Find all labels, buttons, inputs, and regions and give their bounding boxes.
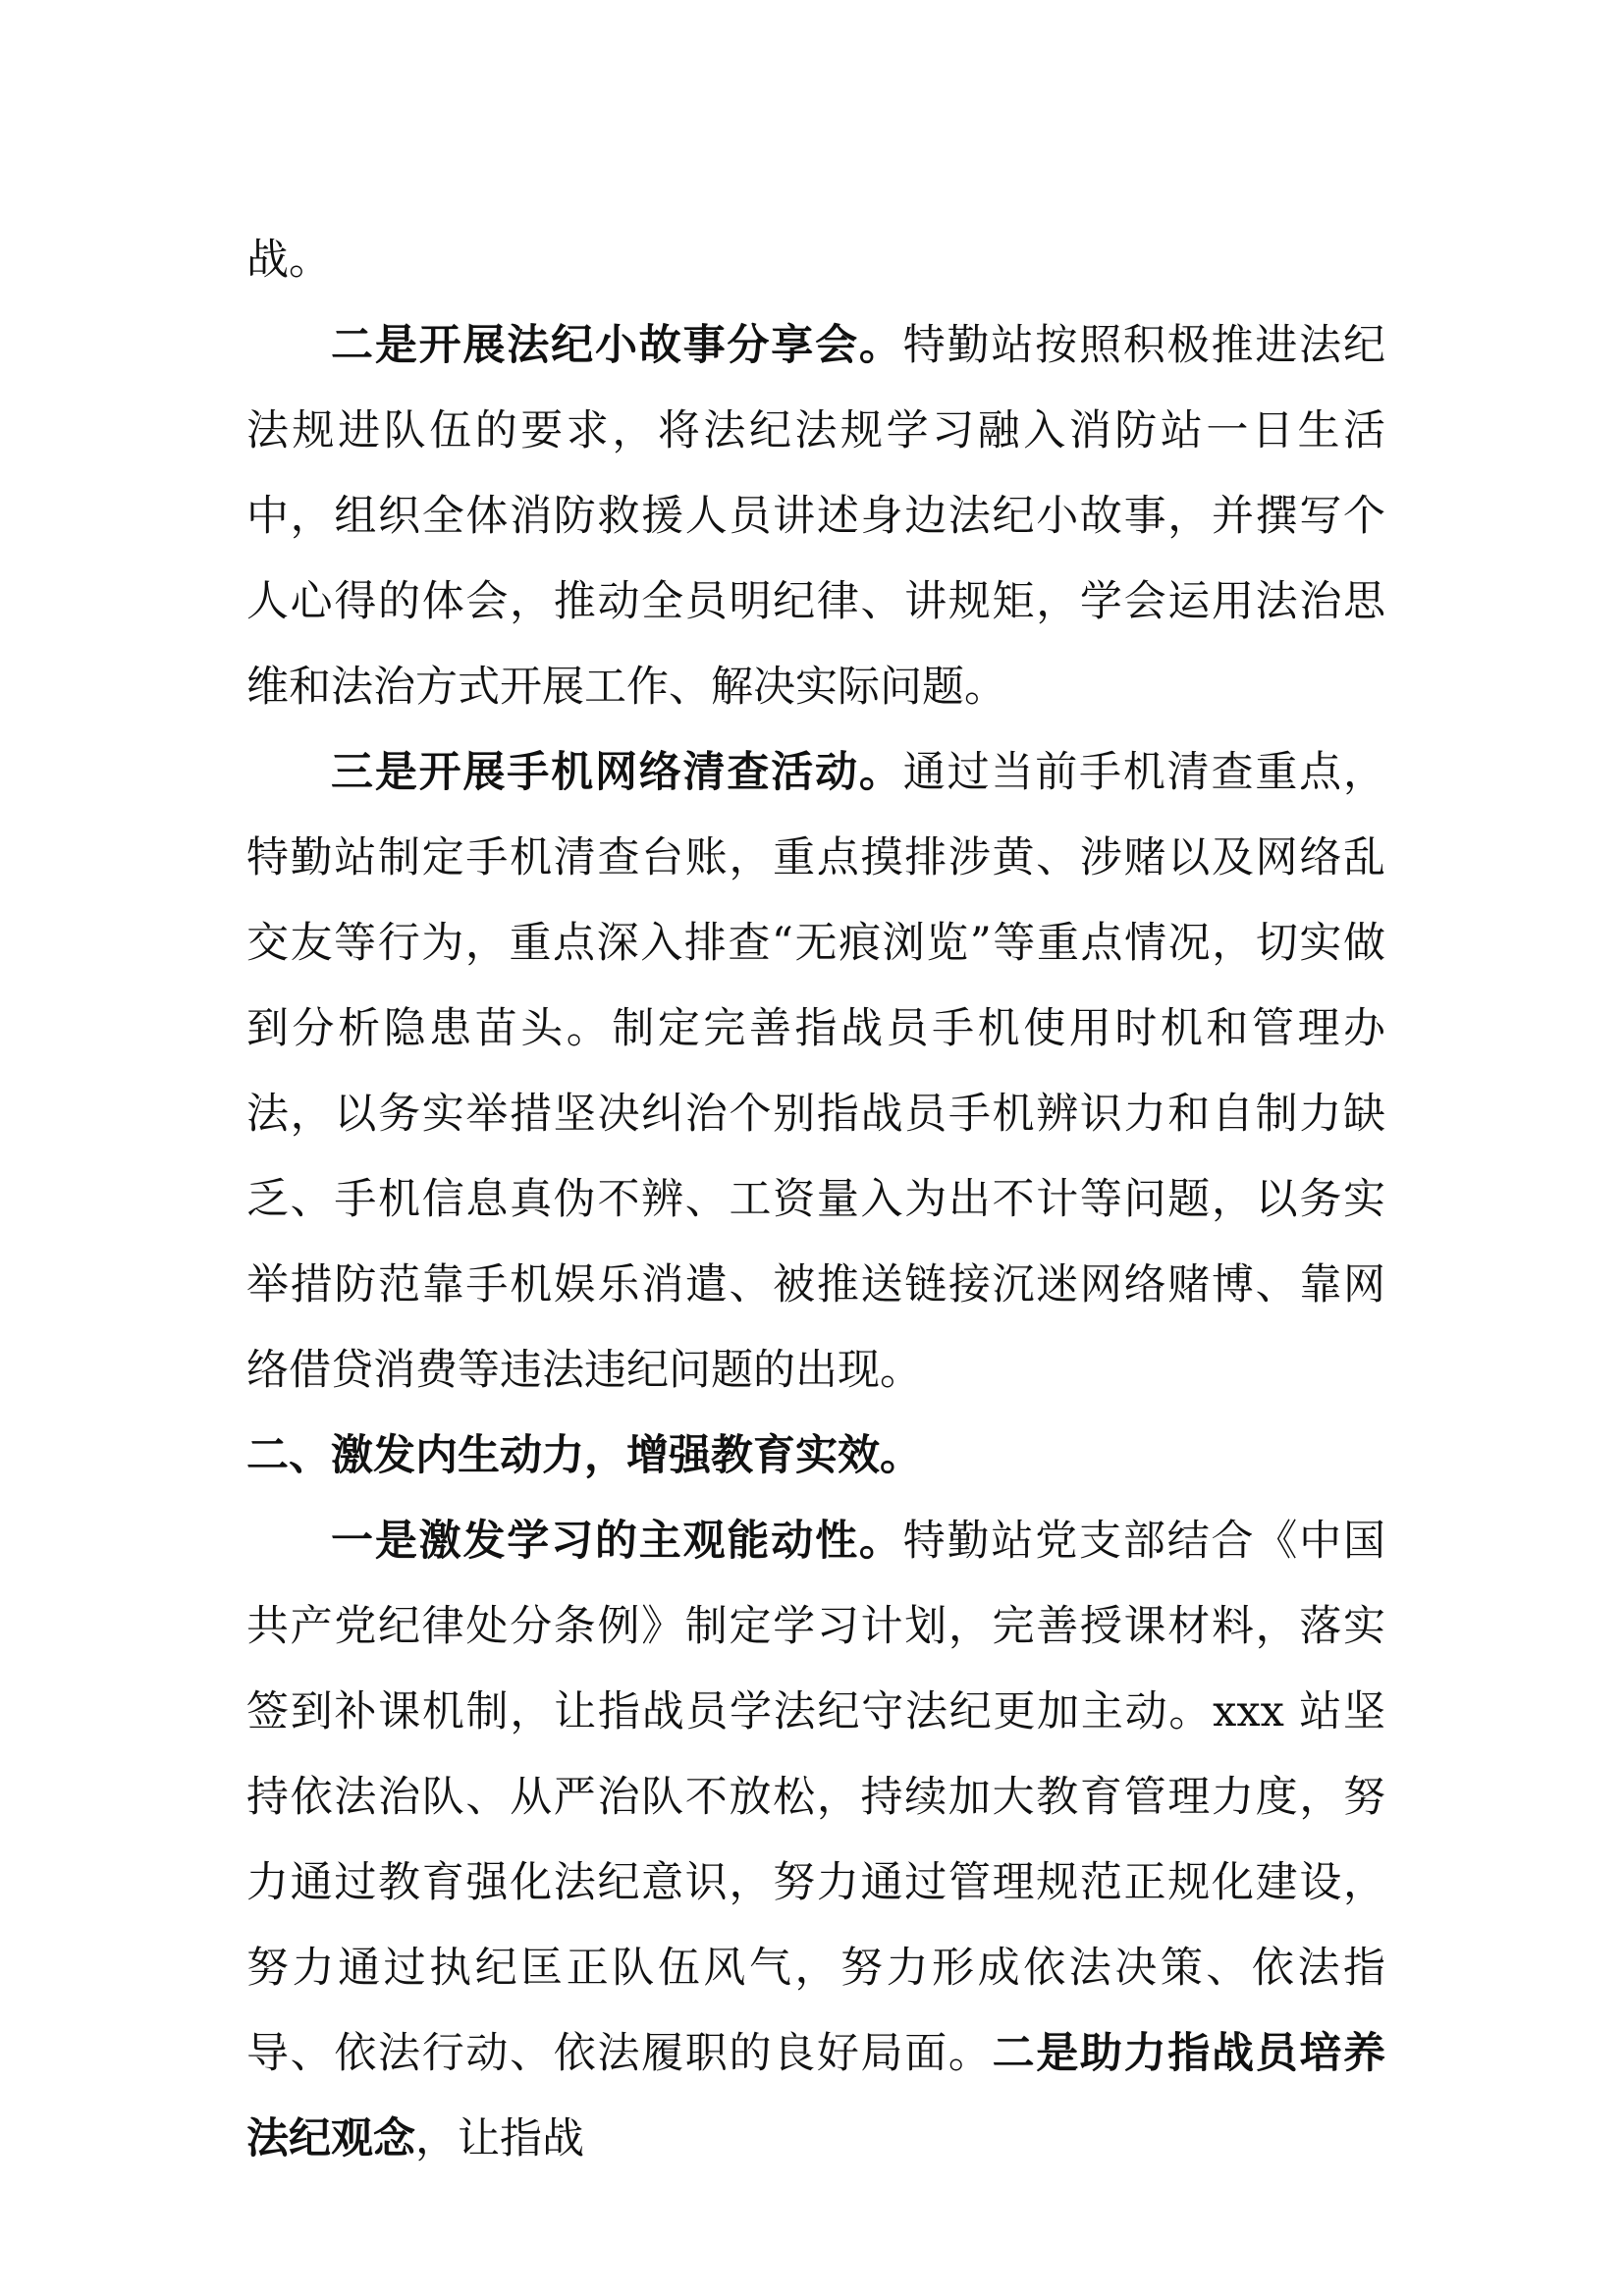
paragraph-text: 战。 [246, 236, 331, 285]
paragraph-lead: 一是激发学习的主观能动性。 [331, 1517, 903, 1566]
paragraph-study-initiative [246, 1499, 1385, 2182]
paragraph-lead: 三是开展手机网络清查活动。 [331, 748, 903, 797]
section-heading: 二、激发内生动力，增强教育实效。 [246, 1431, 922, 1480]
paragraph-text: 特勤站按照积极推进法纪法规进队伍的要求，将法纪法规学习融入消防站一日生活中，组织全体消防救援人员讲述身边法纪小故事，并撰写个人心得的体会，推动全员明纪律、讲规矩，学会运用法治思维和法治方式开展工作、解决实际问题。 [246, 321, 1386, 712]
paragraph-tail: ，让指战 [415, 2114, 584, 2163]
paragraph-text: 特勤站党支部结合《中国共产党纪律处分条例》制定学习计划，完善授课材料，落实签到补课机制，让指战员学法纪守法纪更加主动。xxx 站坚持依法治队、从严治队不放松，持续加大教育管理力度，努力通过教育强化法纪意识，努力通过管理规范正规化建设，努力通过执纪匡正队伍风气，努力形成依法决策、依法指导、依法行动、依法履职的良好局面。 [246, 1517, 1386, 2078]
paragraph-lead: 二是开展法纪小故事分享会。 [331, 321, 903, 370]
paragraph-lead-2: 二是助力指战员培养法纪观念 [246, 2029, 1386, 2163]
paragraph-continuation [246, 218, 1385, 303]
paragraph-text: 通过当前手机清查重点，特勤站制定手机清查台账，重点摸排涉黄、涉赌以及网络乱交友等行为，重点深入排查“无痕浏览”等重点情况，切实做到分析隐患苗头。制定完善指战员手机使用时机和管理办法，以务实举措坚决纠治个别指战员手机辨识力和自制力缺乏、手机信息真伪不辨、工资量入为出不计等问题，以务实举措防范靠手机娱乐消遣、被推送链接沉迷网络赌博、靠网络借贷消费等违法违纪问题的出现。 [246, 748, 1386, 1395]
paragraph-phone-check [246, 730, 1385, 1414]
paragraph-story-sharing [246, 303, 1385, 730]
document-page [246, 218, 1385, 2182]
